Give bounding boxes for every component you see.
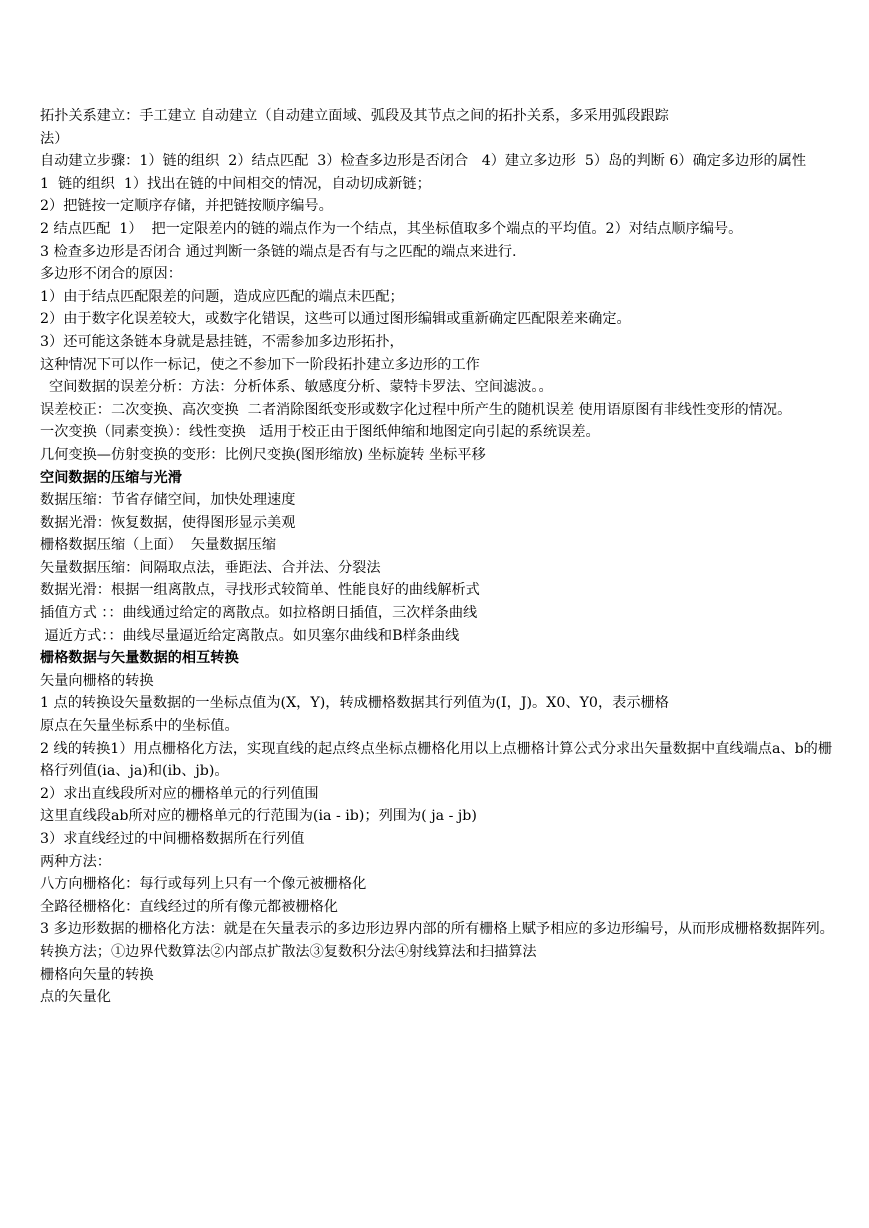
text-line: 八方向栅格化：每行或每列上只有一个像元被栅格化: [40, 876, 367, 893]
text-line: 数据光滑：恢复数据，使得图形显示美观: [40, 514, 296, 531]
text-line: 1 点的转换设矢量数据的一坐标点值为(X，Y)，转成栅格数据其行列值为(I，J)。X0、Y0，表示栅格: [40, 695, 669, 712]
text-line: 栅格向矢量的转换: [40, 966, 154, 983]
text-line: 两种方法：: [40, 853, 111, 870]
text-line: 全路径栅格化：直线经过的所有像元都被栅格化: [40, 898, 338, 915]
text-line: 这里直线段ab所对应的栅格单元的行范围为(ia - ib)；列围为( ja - jb): [40, 808, 477, 825]
text-line: 自动建立步骤：1）链的组织 2）结点匹配 3）检查多边形是否闭合 4）建立多边形 5）岛的判断 6）确定多边形的属性: [40, 153, 807, 170]
text-line: 几何变换—仿射变换的变形：比例尺变换(图形缩放) 坐标旋转 坐标平移: [40, 446, 486, 463]
text-line: 2 线的转换1）用点栅格化方法，实现直线的起点终点坐标点栅格化用以上点栅格计算公式分求出矢量数据中直线端点a、b的栅格行列值(ia、ja)和(ib、jb)。: [40, 740, 833, 780]
text-line: 2）求出直线段所对应的栅格单元的行列值围: [40, 785, 319, 802]
text-line: 3）求直线经过的中间栅格数据所在行列值: [40, 831, 305, 847]
text-line: 数据光滑：根据一组离散点，寻找形式较简单、性能良好的曲线解析式: [40, 582, 480, 599]
text-line: 2）由于数字化误差较大，或数字化错误，这些可以通过图形编辑或重新确定匹配限差来确定。: [40, 311, 631, 328]
text-line: 插值方式 ：：曲线通过给定的离散点。如拉格朗日插值，三次样条曲线: [40, 605, 478, 622]
text-line: 2 结点匹配 1） 把一定限差内的链的端点作为一个结点，其坐标值取多个端点的平均值。2）对结点顺序编号。: [40, 220, 743, 237]
text-line: 逼近方式：：曲线尽量逼近给定离散点。如贝塞尔曲线和B样条曲线: [40, 627, 460, 644]
section-heading: 栅格数据与矢量数据的相互转换: [40, 650, 239, 667]
text-line: 矢量向栅格的转换: [40, 672, 154, 689]
text-line: 3）还可能这条链本身就是悬挂链，不需参加多边形拓扑，: [40, 333, 404, 350]
text-line: 栅格数据压缩（上面） 矢量数据压缩: [40, 537, 277, 554]
text-line: 法）: [40, 130, 69, 147]
text-line: 1）由于结点匹配限差的问题，造成应匹配的端点未匹配；: [40, 288, 404, 305]
text-line: 多边形不闭合的原因：: [40, 266, 182, 283]
text-line: 空间数据的误差分析：方法：分析体系、敏感度分析、蒙特卡罗法、空间滤波。。: [40, 379, 553, 396]
text-line: 这种情况下可以作一标记，使之不参加下一阶段拓扑建立多边形的工作: [40, 356, 480, 373]
text-line: 1 链的组织 1）找出在链的中间相交的情况，自动切成新链；: [40, 175, 431, 192]
text-line: 3 检查多边形是否闭合 通过判断一条链的端点是否有与之匹配的端点来进行.: [40, 243, 517, 260]
section-heading: 空间数据的压缩与光滑: [40, 469, 182, 486]
text-line: 点的矢量化: [40, 989, 111, 1006]
text-line: 拓扑关系建立：手工建立 自动建立（自动建立面域、弧段及其节点之间的拓扑关系，多采用弧段跟踪: [40, 108, 669, 124]
text-line: 矢量数据压缩：间隔取点法，垂距法、合并法、分裂法: [40, 559, 381, 576]
document-page: [40, 105, 842, 1009]
text-line: 原点在矢量坐标系中的坐标值。: [40, 718, 239, 735]
text-line: 一次变换（同素变换）：线性变换 适用于校正由于图纸伸缩和地图定向引起的系统误差。: [40, 424, 600, 441]
text-line: 2）把链按一定顺序存储，并把链按顺序编号。: [40, 198, 333, 215]
text-line: 误差校正：二次变换、高次变换 二者消除图纸变形或数字化过程中所产生的随机误差 使用语原图有非线性变形的情况。: [40, 401, 792, 418]
text-line: 数据压缩：节省存储空间，加快处理速度: [40, 492, 296, 509]
text-line: 3 多边形数据的栅格化方法：就是在矢量表示的多边形边界内部的所有栅格上赋予相应的多边形编号，从而形成栅格数据阵列。: [40, 921, 834, 938]
text-line: 转换方法；①边界代数算法②内部点扩散法③复数积分法④射线算法和扫描算法: [40, 943, 537, 960]
